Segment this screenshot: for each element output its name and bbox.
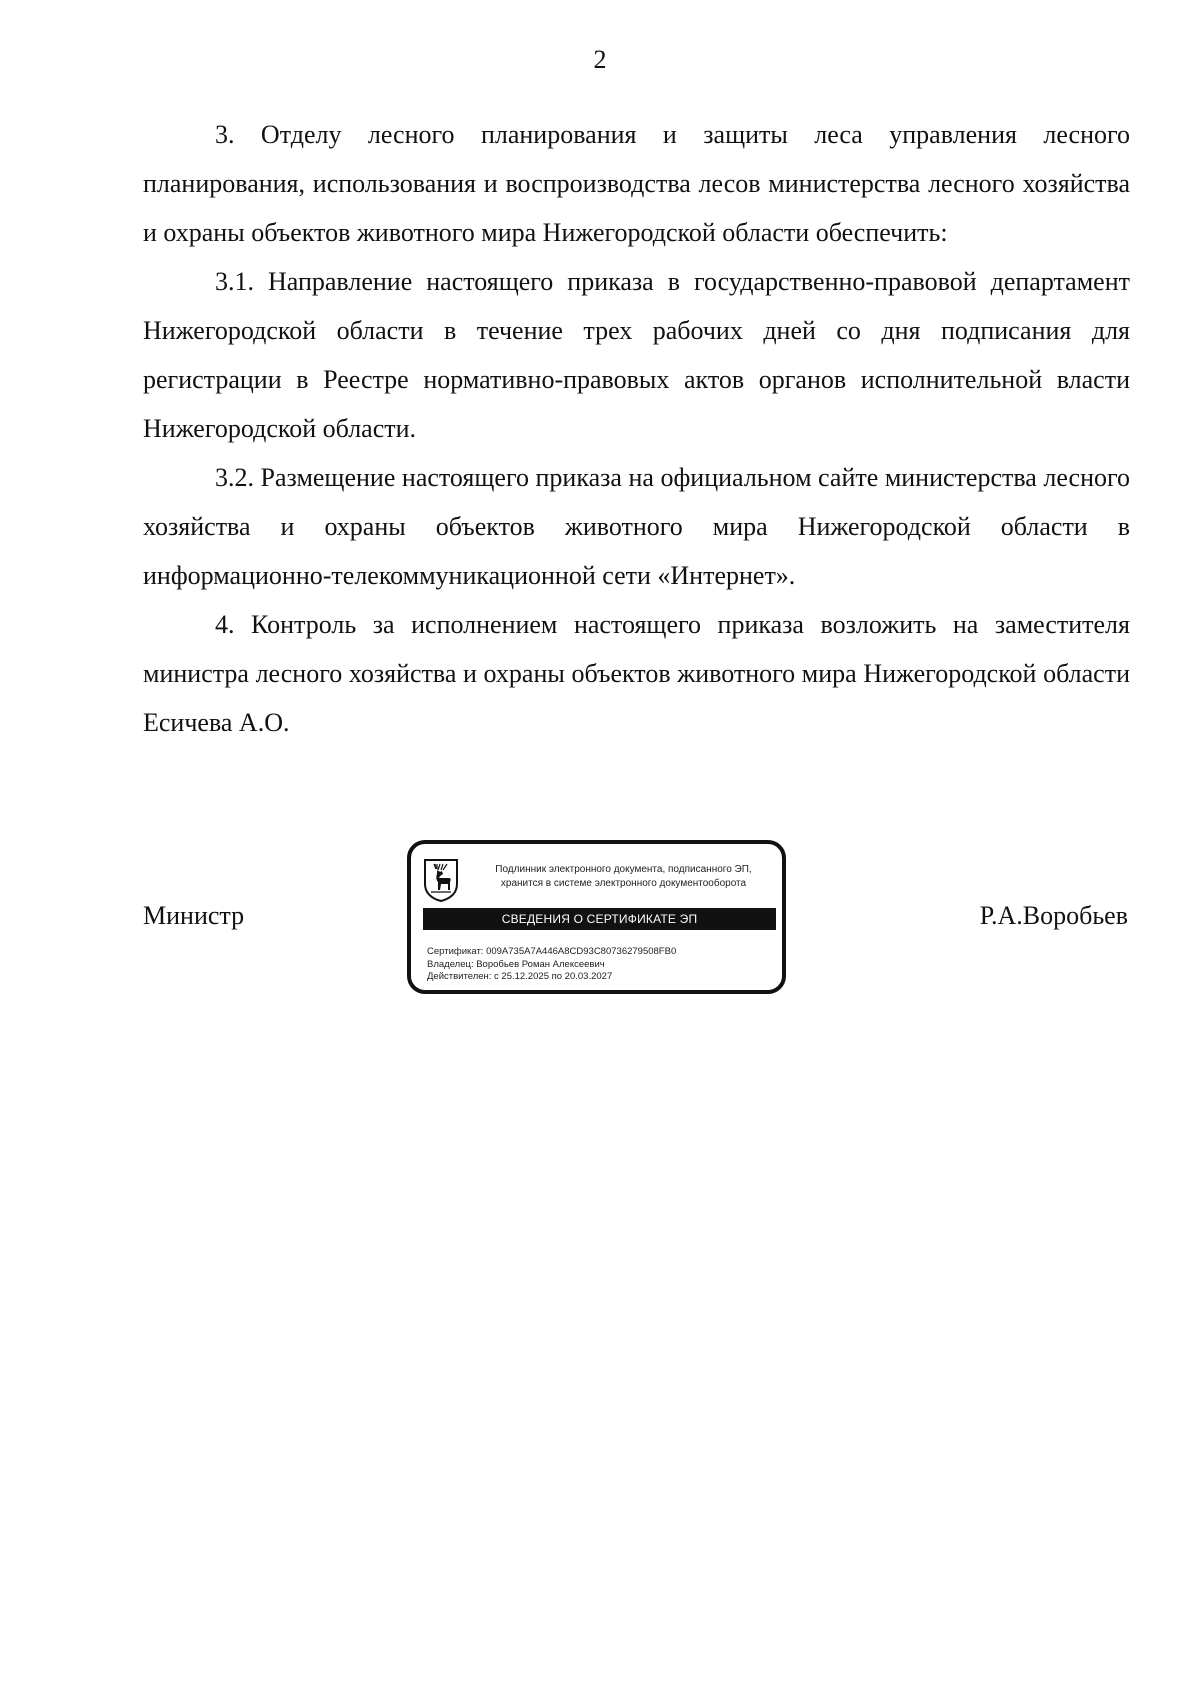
certificate-info-bar: СВЕДЕНИЯ О СЕРТИФИКАТЕ ЭП <box>423 908 776 930</box>
paragraph-3-1: 3.1. Направление настоящего приказа в государственно-правовой департамент Нижегородской области в течение трех рабочих дней со дня подписания для регистрации в Реестре нормативно-правовых актов органов исполнительной власти Нижегородской области. <box>143 267 1130 443</box>
signatory-name: Р.А.Воробьев <box>979 901 1128 930</box>
deer-emblem-icon <box>423 858 459 902</box>
certificate-owner: Владелец: Воробьев Роман Алексеевич <box>427 958 605 970</box>
paragraph-4: 4. Контроль за исполнением настоящего приказа возложить на заместителя министра лесного хозяйства и охраны объектов животного мира Нижегородской области Есичева А.О. <box>143 610 1130 737</box>
certificate-validity: Действителен: с 25.12.2025 по 20.03.2027 <box>427 971 613 982</box>
electronic-signature-stamp <box>407 840 786 994</box>
document-body <box>143 110 1130 747</box>
paragraph-3: 3. Отделу лесного планирования и защиты леса управления лесного планирования, использования и воспроизводства лесов министерства лесного хозяйства и охраны объектов животного мира Нижегородской области обеспечить: <box>143 120 1130 247</box>
paragraph-3-2: 3.2. Размещение настоящего приказа на официальном сайте министерства лесного хозяйства и охраны объектов животного мира Нижегородской области в информационно-телекоммуникационной сети «Интернет». <box>143 463 1130 590</box>
stamp-header <box>471 863 776 891</box>
certificate-number: Сертификат: 009A735A7A446A8CD93C80736279508FB0 <box>427 946 677 957</box>
stamp-header-line: Подлинник электронного документа, подписанного ЭП, <box>495 864 752 875</box>
certificate-details <box>427 946 777 984</box>
signature-block <box>0 840 1200 1020</box>
signatory-title: Министр <box>143 901 245 930</box>
page-number: 2 <box>593 45 607 74</box>
stamp-header-line: хранится в системе электронного документооборота <box>500 878 747 889</box>
